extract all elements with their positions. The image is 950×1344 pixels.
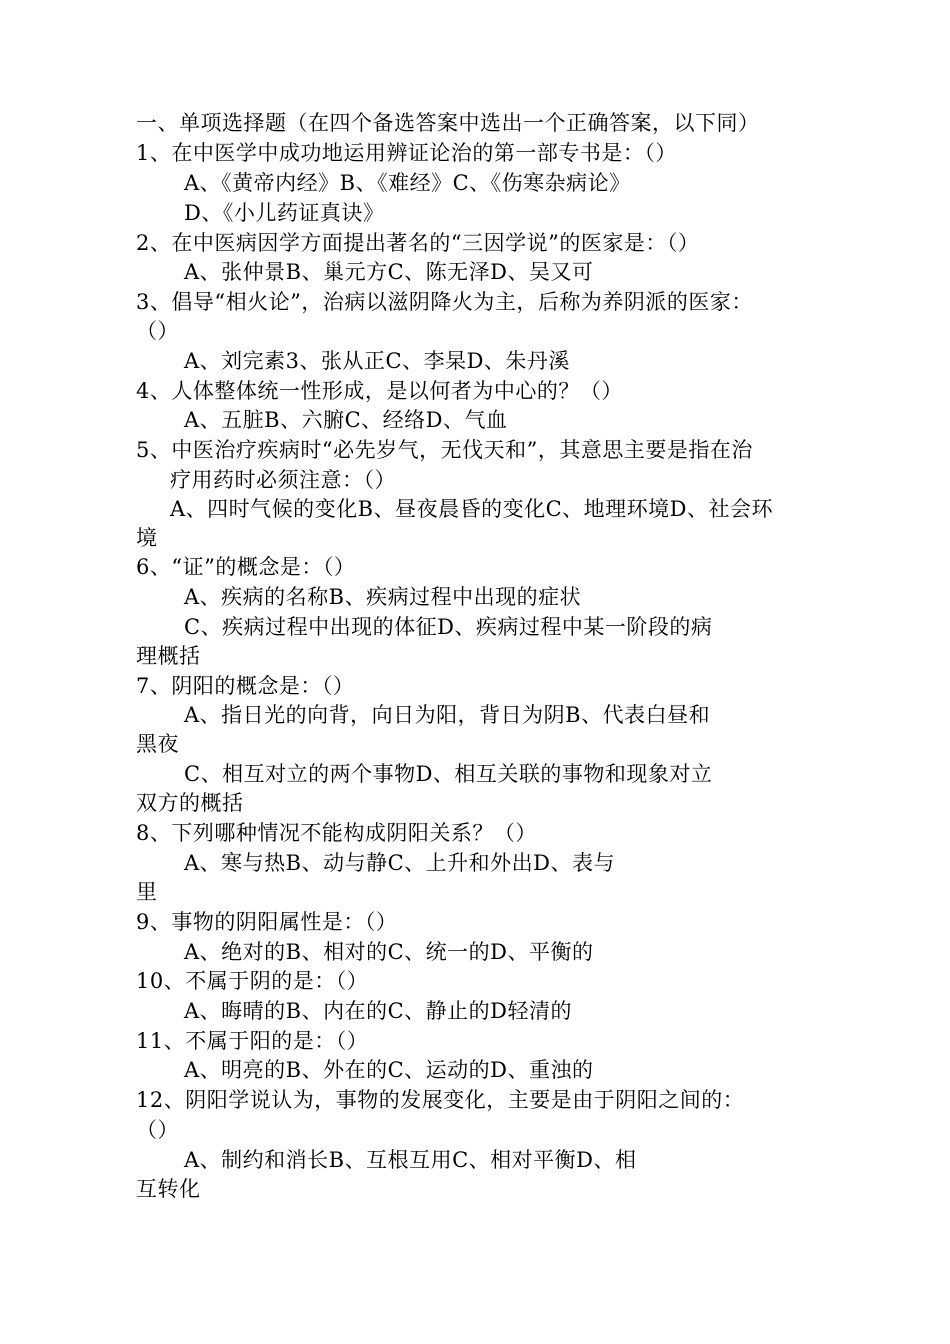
- question-7-stem: 7、阴阳的概念是：（）: [136, 674, 355, 698]
- question-12-options: A、制约和消长B、互根互用C、相对平衡D、相: [184, 1148, 637, 1172]
- section-heading: 一、单项选择题（在四个备选答案中选出一个正确答案，以下同）: [136, 111, 760, 135]
- question-3-stem: 3、倡导“相火论”，治病以滋阴降火为主，后称为养阴派的医家：: [136, 290, 753, 314]
- question-1-options-a: A、《黄帝内经》B、《难经》C、《伤寒杂病论》: [184, 171, 631, 195]
- question-12-stem: 12、阴阳学说认为，事物的发展变化，主要是由于阴阳之间的：: [136, 1088, 745, 1112]
- question-7-options-a-cont: 黑夜: [136, 732, 179, 756]
- question-10-stem: 10、不属于阴的是：（）: [136, 969, 369, 993]
- question-5-stem-cont: 疗用药时必须注意：（）: [170, 468, 396, 492]
- question-8-options-cont: 里: [136, 880, 158, 904]
- question-1-stem: 1、在中医学中成功地运用辨证论治的第一部专书是：（）: [136, 141, 677, 165]
- question-9-stem: 9、事物的阴阳属性是：（）: [136, 910, 398, 934]
- question-10-options: A、晦晴的B、内在的C、静止的D轻清的: [184, 999, 573, 1023]
- question-8-stem: 8、下列哪种情况不能构成阴阳关系？（）: [136, 821, 537, 845]
- question-6-options-b: C、疾病过程中出现的体征D、疾病过程中某一阶段的病: [184, 615, 713, 639]
- question-6-stem: 6、“证”的概念是：（）: [136, 555, 356, 579]
- question-5-options: A、四时气候的变化B、昼夜晨昏的变化C、地理环境D、社会环: [170, 497, 774, 521]
- question-4-options: A、五脏B、六腑C、经络D、气血: [184, 408, 508, 432]
- question-5-stem: 5、中医治疗疾病时“必先岁气，无伐天和”，其意思主要是指在治: [136, 438, 753, 462]
- question-6-options-a: A、疾病的名称B、疾病过程中出现的症状: [184, 585, 582, 609]
- question-9-options: A、绝对的B、相对的C、统一的D、平衡的: [184, 940, 594, 964]
- question-7-options-a: A、指日光的向背，向日为阳，背日为阴B、代表白昼和: [184, 703, 711, 727]
- question-5-options-cont: 境: [136, 526, 158, 550]
- question-6-options-cont: 理概括: [136, 644, 201, 668]
- question-12-options-cont: 互转化: [136, 1177, 201, 1201]
- question-2-options: A、张仲景B、巢元方C、陈无泽D、吴又可: [184, 260, 594, 284]
- question-12-stem-cont: （）: [136, 1118, 179, 1142]
- question-3-stem-cont: （）: [136, 319, 179, 343]
- question-11-options: A、明亮的B、外在的C、运动的D、重浊的: [184, 1058, 594, 1082]
- question-8-options: A、寒与热B、动与静C、上升和外出D、表与: [184, 851, 616, 875]
- question-2-stem: 2、在中医病因学方面提出著名的“三因学说”的医家是：（）: [136, 231, 700, 255]
- question-1-options-b: D、《小儿药证真诀》: [184, 201, 385, 225]
- question-4-stem: 4、人体整体统一性形成，是以何者为中心的？（）: [136, 379, 623, 403]
- question-7-options-b-cont: 双方的概括: [136, 791, 244, 815]
- question-3-options: A、刘完素3、张从正C、李杲D、朱丹溪: [184, 349, 570, 373]
- question-7-options-b: C、相互对立的两个事物D、相互关联的事物和现象对立: [184, 762, 713, 786]
- question-11-stem: 11、不属于阳的是：（）: [136, 1029, 369, 1053]
